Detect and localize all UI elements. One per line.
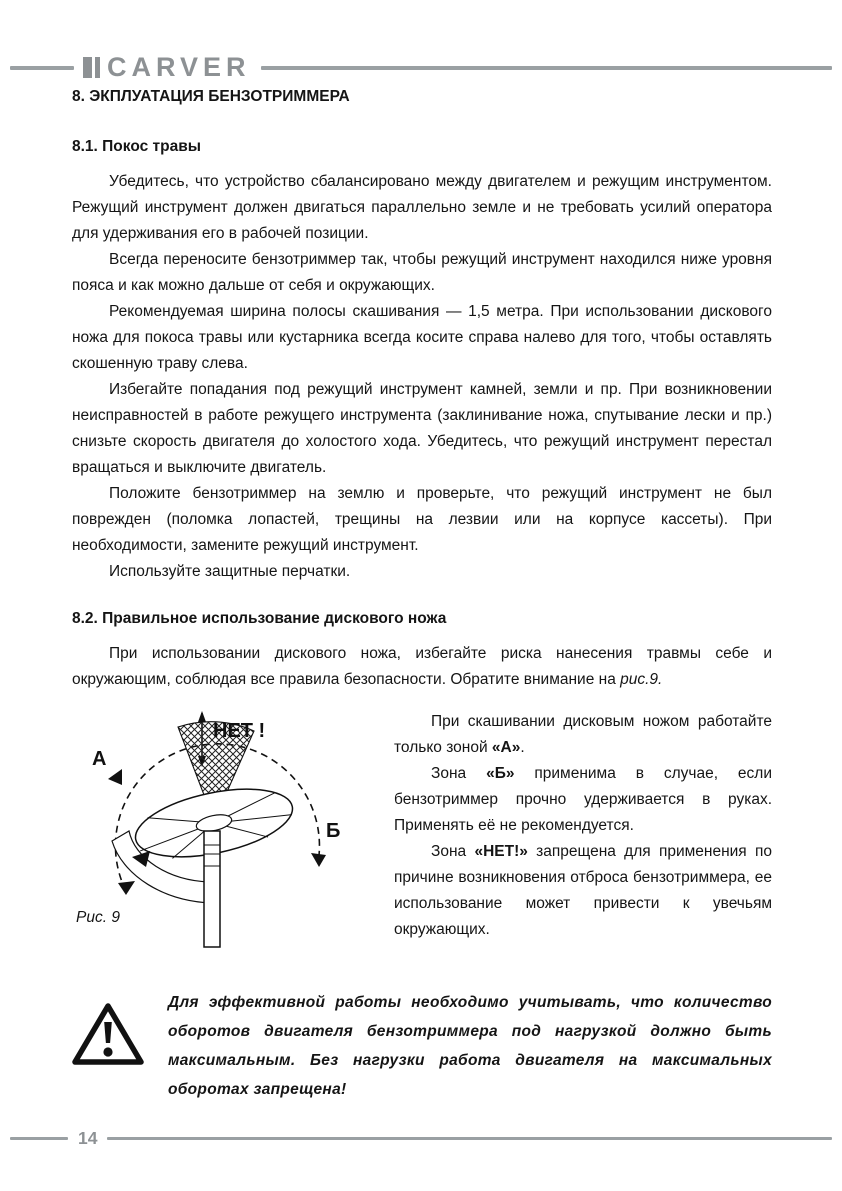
zone-b-paragraph — [394, 761, 772, 839]
zone-a-paragraph — [394, 709, 772, 761]
page-content — [72, 88, 772, 1104]
zone-b-post: применима в случае, если бензотриммер прочно удерживается в руках. Применять её не рекомендуется. — [394, 765, 772, 834]
section-8-1-heading: 8.1. Покос травы — [72, 138, 201, 155]
carver-logo — [83, 54, 251, 81]
zones-text-column — [394, 701, 772, 958]
footer-rule-left — [10, 1137, 68, 1141]
zone-no-post: запрещена для применения по причине возникновения отброса бензотриммера, ее использование может привести к увечьям окружающих. — [394, 843, 772, 938]
section-8-2-heading: 8.2. Правильное использование дискового ножа — [72, 610, 447, 627]
paragraph: Избегайте попадания под режущий инструмент камней, земли и пр. При возникновении неисправностей в работе режущего инструмента (заклинивание ножа, спутывание лески и пр.) снизьте скорость двигателя до холостого хода. Убедитесь, что режущий инструмент перестал вращаться и выключите двигатель. — [72, 381, 772, 476]
page-footer — [10, 1127, 832, 1148]
paragraph: Используйте защитные перчатки. — [109, 563, 351, 580]
figure-container — [72, 701, 394, 958]
footer-rule-right — [107, 1137, 832, 1141]
zone-a-text: При скашивании дисковым ножом работайте только зоной — [394, 713, 772, 756]
figure-reference: рис.9. — [620, 671, 663, 688]
paragraph: Убедитесь, что устройство сбалансировано между двигателем и режущим инструментом. Режущий инструмент должен двигаться параллельно земле и не требовать усилий оператора для удерживания его в рабочей позиции. — [72, 173, 772, 242]
paragraph: Положите бензотриммер на землю и проверьте, что режущий инструмент не был поврежден (поломка лопастей, трещины на лезвии или на корпусе кассеты). При необходимости, замените режущий инструмент. — [72, 485, 772, 554]
page-number: 14 — [78, 1127, 98, 1148]
zone-no-label: НЕТ ! — [213, 720, 266, 742]
paragraph: Рекомендуемая ширина полосы скашивания — 1,5 метра. При использовании дискового ножа для покоса травы или кустарника всегда косите справа налево для того, чтобы оставлять скошенную траву слева. — [72, 303, 772, 372]
intro-paragraph — [72, 641, 772, 693]
warning-block — [72, 988, 772, 1104]
carver-logo-icon — [83, 57, 102, 78]
zone-b-text: Зона — [431, 765, 487, 782]
warning-triangle-icon — [72, 988, 144, 1104]
zone-no-text: Зона — [431, 843, 475, 860]
zone-a-bold: «А» — [491, 739, 521, 756]
zone-a-label: А — [92, 748, 107, 770]
zone-b-bold: «Б» — [486, 765, 515, 782]
header-rule-right — [261, 66, 832, 70]
page-title: 8. ЭКПЛУАТАЦИЯ БЕНЗОТРИММЕРА — [72, 88, 350, 105]
header-rule-left — [10, 66, 74, 70]
zone-no-bold: «НЕТ!» — [474, 843, 528, 860]
page-header — [10, 54, 832, 81]
carver-logo-text: CARVER — [107, 52, 251, 82]
zone-b-label: Б — [326, 820, 341, 842]
intro-text: При использовании дискового ножа, избегайте риска нанесения травмы себе и окружающим, соблюдая все правила безопасности. Обратите внимание на — [72, 645, 772, 688]
zone-no-paragraph — [394, 839, 772, 943]
paragraph: Всегда переносите бензотриммер так, чтобы режущий инструмент находился ниже уровня пояса и как можно дальше от себя и окружающих. — [72, 251, 772, 294]
figure-row — [72, 701, 772, 958]
figure-caption: Рис. 9 — [76, 909, 120, 926]
warning-text: Для эффективной работы необходимо учитывать, что количество оборотов двигателя бензотриммера под нагрузкой должно быть максимальным. Без нагрузки работа двигателя на максимальных оборотах запрещена! — [168, 994, 772, 1098]
zone-a-post: . — [520, 739, 525, 756]
